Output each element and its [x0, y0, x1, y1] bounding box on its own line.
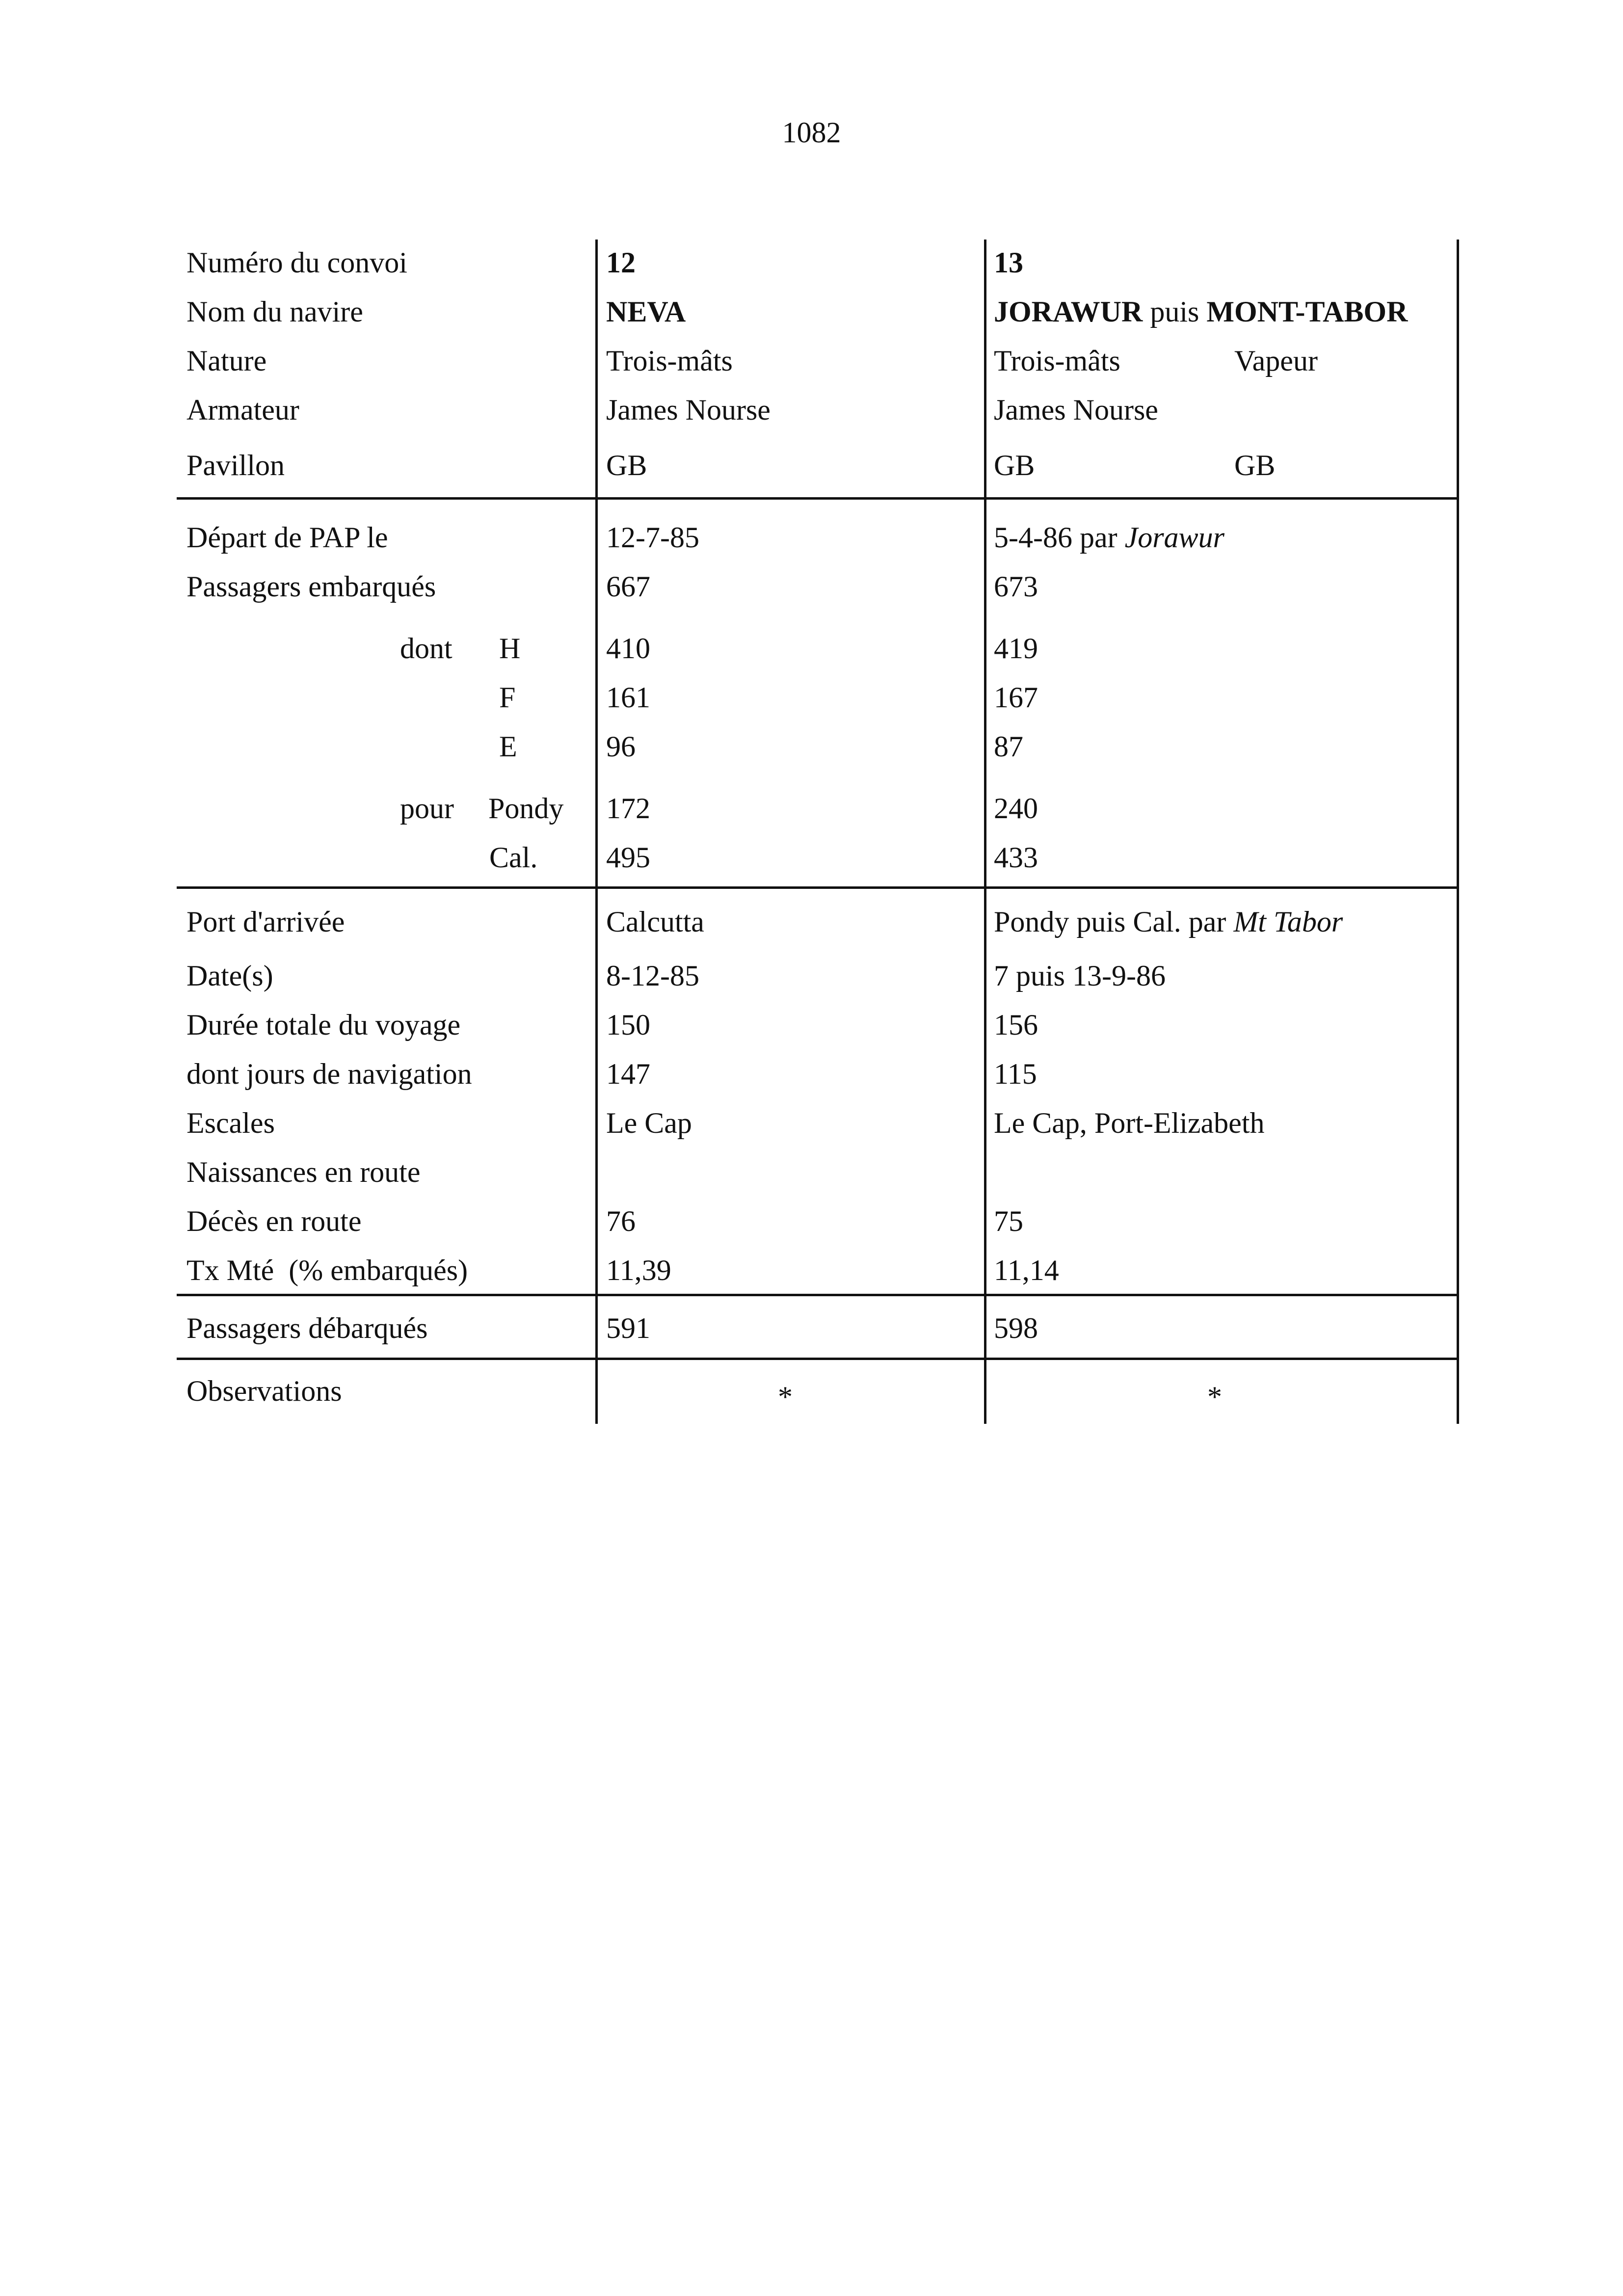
owner-col2: James Nourse: [994, 394, 1158, 426]
ship-identification-section: [177, 240, 1459, 500]
ship-name-col2-second: MONT-TABOR: [1206, 295, 1408, 328]
departure-date-label: Départ de PAP le: [186, 521, 388, 554]
ship-name-col2-first: JORAWUR: [994, 295, 1143, 328]
births-label: Naissances en route: [186, 1156, 421, 1188]
landed-row: [177, 1296, 1459, 1358]
mortality-col2: 11,14: [994, 1254, 1059, 1286]
departure-date-col1: 12-7-85: [606, 521, 699, 554]
mortality-label: Tx Mté (% embarqués): [186, 1254, 468, 1286]
arrival-port-col2-ship: Mt Tabor: [1233, 906, 1343, 938]
convoy-number-col1: 12: [606, 246, 636, 279]
observations-label: Observations: [186, 1375, 342, 1407]
flag-label: Pavillon: [186, 449, 285, 481]
convoy-number-col2: 13: [994, 246, 1023, 279]
owner-col1: James Nourse: [606, 394, 771, 426]
observations-col2: *: [1207, 1381, 1222, 1413]
men-label: H: [499, 632, 521, 665]
dates-row: [177, 953, 1459, 1002]
mortality-col1: 11,39: [606, 1254, 671, 1286]
owner-row: [177, 387, 1459, 436]
pondy-label: Pondy: [488, 792, 564, 825]
women-col1: 161: [606, 681, 650, 714]
voyage-section: [177, 889, 1459, 1296]
dont-label: dont: [400, 632, 452, 665]
departure-date-col2-ship: Jorawur: [1124, 521, 1224, 554]
embarked-col2: 673: [994, 570, 1038, 603]
deaths-col2: 75: [994, 1205, 1023, 1237]
calcutta-label: Cal.: [489, 841, 538, 874]
nature-label: Nature: [186, 345, 267, 377]
ship-name-col2: [994, 294, 1408, 329]
pondy-col2: 240: [994, 792, 1038, 825]
women-label: F: [499, 681, 516, 714]
women-col2: 167: [994, 681, 1038, 714]
dates-col1: 8-12-85: [606, 960, 699, 992]
landed-col2: 598: [994, 1312, 1038, 1344]
arrival-port-col2: [994, 905, 1343, 939]
embarked-col1: 667: [606, 570, 650, 603]
convoy-number-label: Numéro du convoi: [186, 246, 407, 279]
births-row: [177, 1149, 1459, 1198]
ship-name-col2-joiner: puis: [1143, 295, 1207, 328]
deaths-row: [177, 1198, 1459, 1247]
mortality-row: [177, 1247, 1459, 1294]
children-label: E: [499, 730, 517, 763]
dates-col2: 7 puis 13-9-86: [994, 960, 1166, 992]
departure-date-col2-text: 5-4-86 par: [994, 521, 1125, 554]
deaths-col1: 76: [606, 1205, 636, 1237]
observations-row: [177, 1360, 1459, 1424]
nature-col2a: Trois-mâts: [994, 345, 1120, 377]
nature-row: [177, 338, 1459, 387]
landed-label: Passagers débarqués: [186, 1312, 428, 1344]
landed-col1: 591: [606, 1312, 650, 1344]
calcutta-row: [177, 834, 1459, 886]
total-duration-label: Durée totale du voyage: [186, 1009, 461, 1041]
arrival-port-col1: Calcutta: [606, 906, 704, 938]
departure-section: [177, 500, 1459, 889]
sailing-days-row: [177, 1051, 1459, 1100]
stopovers-col2: Le Cap, Port-Elizabeth: [994, 1107, 1265, 1139]
flag-col2b: GB: [1234, 449, 1276, 481]
total-duration-col1: 150: [606, 1009, 650, 1041]
embarked-label: Passagers embarqués: [186, 570, 436, 603]
sailing-days-col1: 147: [606, 1058, 650, 1090]
dates-label: Date(s): [186, 960, 273, 992]
children-col2: 87: [994, 730, 1023, 763]
observations-col1: *: [778, 1381, 793, 1413]
sailing-days-col2: 115: [994, 1058, 1037, 1090]
embarked-row: [177, 563, 1459, 625]
observations-section: [177, 1360, 1459, 1424]
calcutta-col1: 495: [606, 841, 650, 874]
flag-col1: GB: [606, 449, 647, 481]
total-duration-row: [177, 1002, 1459, 1051]
stopovers-row: [177, 1100, 1459, 1149]
flag-col2a: GB: [994, 449, 1035, 481]
pondy-row: [177, 785, 1459, 834]
stopovers-col1: Le Cap: [606, 1107, 692, 1139]
stopovers-label: Escales: [186, 1107, 275, 1139]
men-col1: 410: [606, 632, 650, 665]
departure-date-col2: [994, 520, 1224, 555]
arrival-port-col2-text: Pondy puis Cal. par: [994, 906, 1234, 938]
men-col2: 419: [994, 632, 1038, 665]
deaths-label: Décès en route: [186, 1205, 362, 1237]
flag-row: [177, 436, 1459, 497]
arrival-port-label: Port d'arrivée: [186, 906, 345, 938]
calcutta-col2: 433: [994, 841, 1038, 874]
departure-date-row: [177, 500, 1459, 563]
owner-label: Armateur: [186, 394, 299, 426]
sailing-days-label: dont jours de navigation: [186, 1058, 472, 1090]
nature-col2b: Vapeur: [1234, 345, 1318, 377]
children-row: [177, 723, 1459, 785]
ship-name-label: Nom du navire: [186, 295, 363, 328]
ship-name-col1: NEVA: [606, 295, 686, 328]
pour-label: pour: [400, 792, 454, 825]
pondy-col1: 172: [606, 792, 650, 825]
total-duration-col2: 156: [994, 1009, 1038, 1041]
convoy-number-row: [177, 240, 1459, 289]
nature-col1: Trois-mâts: [606, 345, 733, 377]
children-col1: 96: [606, 730, 636, 763]
arrival-port-row: [177, 889, 1459, 953]
ship-name-row: [177, 289, 1459, 338]
page-number: 1082: [782, 116, 841, 149]
convoy-table: [177, 240, 1459, 1424]
men-row: [177, 625, 1459, 674]
women-row: [177, 674, 1459, 723]
landed-section: [177, 1296, 1459, 1360]
